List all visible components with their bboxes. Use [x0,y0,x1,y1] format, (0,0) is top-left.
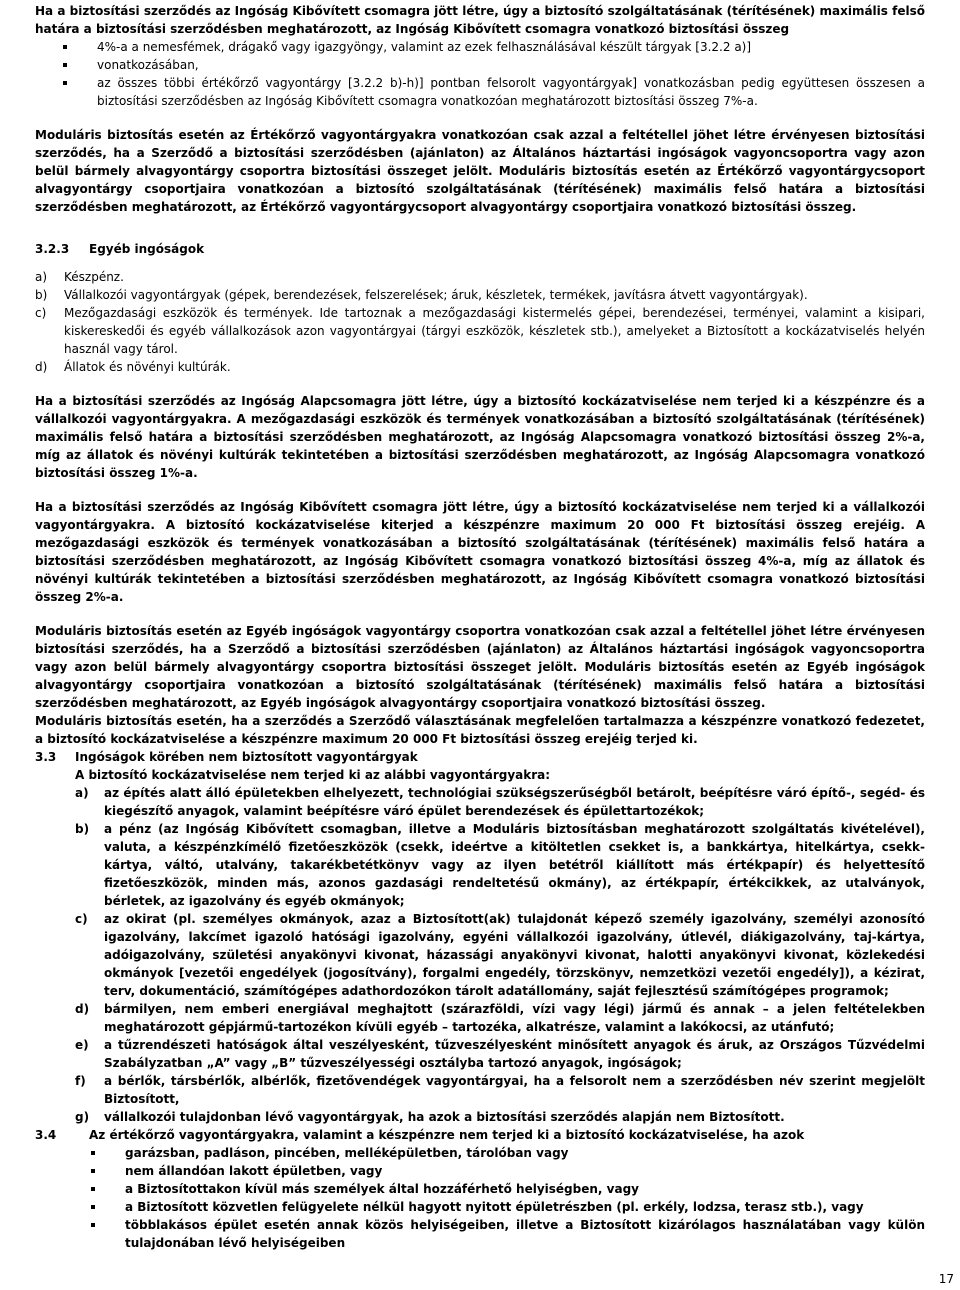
list-item: c) az okirat (pl. személyes okmányok, azaz a Biztosított(ak) tulajdonát képező személy igazolvány, személyi azonosító igazolvány, lakcímet igazoló hatósági igazolvány, egyéni vállalkozói igazolvány, útlevél, diákigazolvány, taj-kártya, adóigazolvány, születési anyakönyvi kivonat, házassági anyakönyvi kivonat, halotti anyakönyvi kivonat, közlekedési okmányok [vezetői engedélyek (jogosítvány), forgalmi engedély, törzskönyv, nemzetközi vezetői engedély]), a kézirat, terv, dokumentáció, számítógépes adathordozókon tárolt adatállomány, saját fejlesztésű számítógépes programok; [75,912,925,998]
list-item: d) bármilyen, nem emberi energiával meghajtott (szárazföldi, vízi vagy légi) jármű és annak – a jelen feltételekben meghatározott gépjármű-tartozékon kívüli egyéb – tartozéka, alkatrésze, valamint a lakókocsi, az utánfutó; [75,1002,925,1034]
list-item: c) Mezőgazdasági eszközök és termények. Ide tartoznak a mezőgazdasági kistermelés gépei, berendezései, terményei, valamint a kisipari, kiskereskedői és egyéb vállalkozások azon vagyontárgyai (tárgyi eszközök, készletek stb.), amelyeket a Biztosított a kockázatviselés helyén használ vagy tárol. [35,306,925,356]
paragraph-modularis-ertekorzo: Moduláris biztosítás esetén az Értékőrző vagyontárgyakra vonatkozóan csak azzal a feltétellel jöhet létre érvényesen biztosítási szerződés, ha a Szerződő a biztosítási szerződésben (ajánlaton) az Általános háztartási ingóságok vagyoncsoportra vagy azon belül bármely alvagyontárgy csoportra biztosítási összeget jelölt. Moduláris biztosítás esetén az Értékőrző vagyontárgycsoport alvagyontárgy csoportjaira vonatkozóan a biztosító szolgáltatásának (térítésének) maximális felső határa a biztosítási szerződésben meghatározott, az Értékőrző vagyontárgycsoport alvagyontárgy csoportjaira vonatkozó biztosítási összeg. [35,128,925,214]
page-number: 17 [938,1272,954,1286]
paragraph-modularis-egyeb: Moduláris biztosítás esetén az Egyéb ingóságok vagyontárgy csoportra vonatkozóan csak azzal a feltétellel jöhet létre érvényesen biztosítási szerződés, ha a Szerződő a biztosítási szerződésben (ajánlaton) az Általános háztartási ingóságok vagyoncsoportra vagy azon belül bármely alvagyontárgy csoportra biztosítási összeget jelölt. Moduláris biztosítás esetén az Egyéb ingóságok alvagyontárgy csoportjaira vonatkozóan a biztosító szolgáltatásának (térítésének) maximális felső határa a biztosítási szerződésben meghatározott, az Egyéb ingóságok alvagyontárgy csoportjaira vonatkozó biztosítási összeg. [35,624,925,710]
bullet-list-3-4 [35,1144,925,1252]
list-item: b) a pénz (az Ingóság Kibővített csomagban, illetve a Moduláris biztosításban meghatározott szolgáltatás kivételével), valuta, a készpénzkímélő fizetőeszközök (csekk, ideértve a kitöltetlen csekket is, a bankkártya, hitelkártya, csekk-kártya, váltó, utalvány, takarékbetétkönyv vagy az ilyen betétről kiállított más értékpapír) és helyettesítő fizetőeszközök, minden más, azonos gazdasági rendeltetésű okmány), az értékpapír, értékcikkek, az utalványok, bérletek, az igazolvány és egyéb okmányok; [75,822,925,908]
list-item: a) az építés alatt álló épületekben elhelyezett, technológiai szükségszerűségből betárolt, beépítésre váró építő-, segéd- és kiegészítő anyagok, valamint beépítésre váró épület berendezések és épülettartozékok; [75,786,925,818]
square-bullet-icon [63,63,67,67]
square-bullet-icon [91,1151,95,1155]
square-bullet-icon [91,1205,95,1209]
list-item: b) Vállalkozói vagyontárgyak (gépek, berendezések, felszerelések; áruk, készletek, termékek, javításra átvett vagyontárgyak). [35,288,808,302]
list-item: a Biztosítottakon kívül más személyek által hozzáférhető helyiségben, vagy [91,1180,925,1198]
list-item: az összes többi értékőrző vagyontárgy [3.2.2 b)-h)] pontban felsorolt vagyontárgyak] vonatkozásban pedig együttesen összesen a biztosítási szerződésben az Ingóság Kibővített csomagra vonatkozóan meghatározott biztosítási összeg 7%-a. [63,74,925,110]
section-heading-3-3: 3.3 Ingóságok körében nem biztosított vagyontárgyak [35,750,418,764]
square-bullet-icon [63,81,67,85]
intro-text: A biztosító kockázatviselése nem terjed ki az alábbi vagyontárgyakra: [75,768,551,782]
list-egyeb-ingosagok [35,268,925,376]
paragraph-kibovitett-csomag: Ha a biztosítási szerződés az Ingóság Kibővített csomagra jött létre, úgy a biztosító kockázatviselése nem terjed ki a vállalkozói vagyontárgyakra. A biztosító kockázatviselése kiterjed a készpénzre maximum 20 000 Ft biztosítási összeg erejéig. A mezőgazdasági eszközök és termények vonatkozásában a biztosító szolgáltatásának (térítésének) maximális felső határa a biztosítási szerződésben meghatározott, az Ingóság Kibővített csomagra vonatkozó biztosítási összeg 4%-a, míg az állatok és növényi kultúrák tekintetében a biztosítási szerződésben meghatározott, az Ingóság Kibővített csomagra vonatkozó biztosítási összeg 2%-a. [35,500,925,604]
bullet-list-top [35,38,925,110]
section-heading-3-4: 3.4 Az értékőrző vagyontárgyakra, valamint a készpénzre nem terjed ki a biztosító kockázatviselése, ha azok [35,1128,805,1142]
list-item: d) Állatok és növényi kultúrák. [35,360,231,374]
list-nem-biztositott [75,784,925,1126]
square-bullet-icon [63,45,67,49]
list-item: g) vállalkozói tulajdonban lévő vagyontárgyak, ha azok a biztosítási szerződés alapján nem Biztosított. [75,1110,785,1124]
square-bullet-icon [91,1169,95,1173]
section-heading-3-2-3: 3.2.3 Egyéb ingóságok [35,242,205,256]
paragraph-modularis-keszpenz: Moduláris biztosítás esetén, ha a szerződés a Szerződő választásának megfelelően tartalmazza a készpénzre vonatkozó fedezetet, a biztosító kockázatviselése a készpénzre maximum 20 000 Ft biztosítási összeg erejéig terjed ki. [35,714,925,746]
paragraph-kibovitett-limit: Ha a biztosítási szerződés az Ingóság Kibővített csomagra jött létre, úgy a biztosító szolgáltatásának (térítésének) maximális felső határa a biztosítási szerződésben meghatározott, az Ingóság Kibővített csomagra vonatkozó biztosítási összeg [35,4,925,36]
list-item: a) Készpénz. [35,270,124,284]
square-bullet-icon [91,1223,95,1227]
list-item: garázsban, padláson, pincében, melléképületben, tárolóban vagy [91,1144,925,1162]
list-item: vonatkozásában, [63,56,925,74]
list-item: f) a bérlők, társbérlők, albérlők, fizetővendégek vagyontárgyai, ha a felsorolt nem a szerződésben név szerint megjelölt Biztosított, [75,1074,925,1106]
list-item: e) a tűzrendészeti hatóságok által veszélyesként, tűzveszélyesként minősített anyagok és áruk, az Országos Tűzvédelmi Szabályzatban „A” vagy „B” tűzveszélyességi osztályba tartozó anyagok, ingóságok; [75,1038,925,1070]
list-item: nem állandóan lakott épületben, vagy [91,1162,925,1180]
section-body-3-3 [35,766,925,1126]
list-item: többlakásos épület esetén annak közös helyiségeiben, illetve a Biztosított kizárólagos használatában vagy külön tulajdonában lévő helyiségeiben [91,1216,925,1252]
list-item: 4%-a a nemesfémek, drágakő vagy igazgyöngy, valamint az ezek felhasználásával készült tárgyak [3.2.2 a)] [63,38,925,56]
square-bullet-icon [91,1187,95,1191]
list-item: a Biztosított közvetlen felügyelete nélkül hagyott nyitott épületrészben (pl. erkély, lodzsa, terasz stb.), vagy [91,1198,925,1216]
paragraph-alapcsomag: Ha a biztosítási szerződés az Ingóság Alapcsomagra jött létre, úgy a biztosító kockázatviselése nem terjed ki a készpénzre és a vállalkozói vagyontárgyakra. A mezőgazdasági eszközök és termények vonatkozásában a biztosító szolgáltatásának (térítésének) maximális felső határa a biztosítási szerződésben meghatározott, az Ingóság Alapcsomagra vonatkozó biztosítási összeg 2%-a, míg az állatok és növényi kultúrák tekintetében a biztosítási szerződésben meghatározott, az Ingóság Alapcsomagra vonatkozó biztosítási összeg 1%-a. [35,394,925,480]
